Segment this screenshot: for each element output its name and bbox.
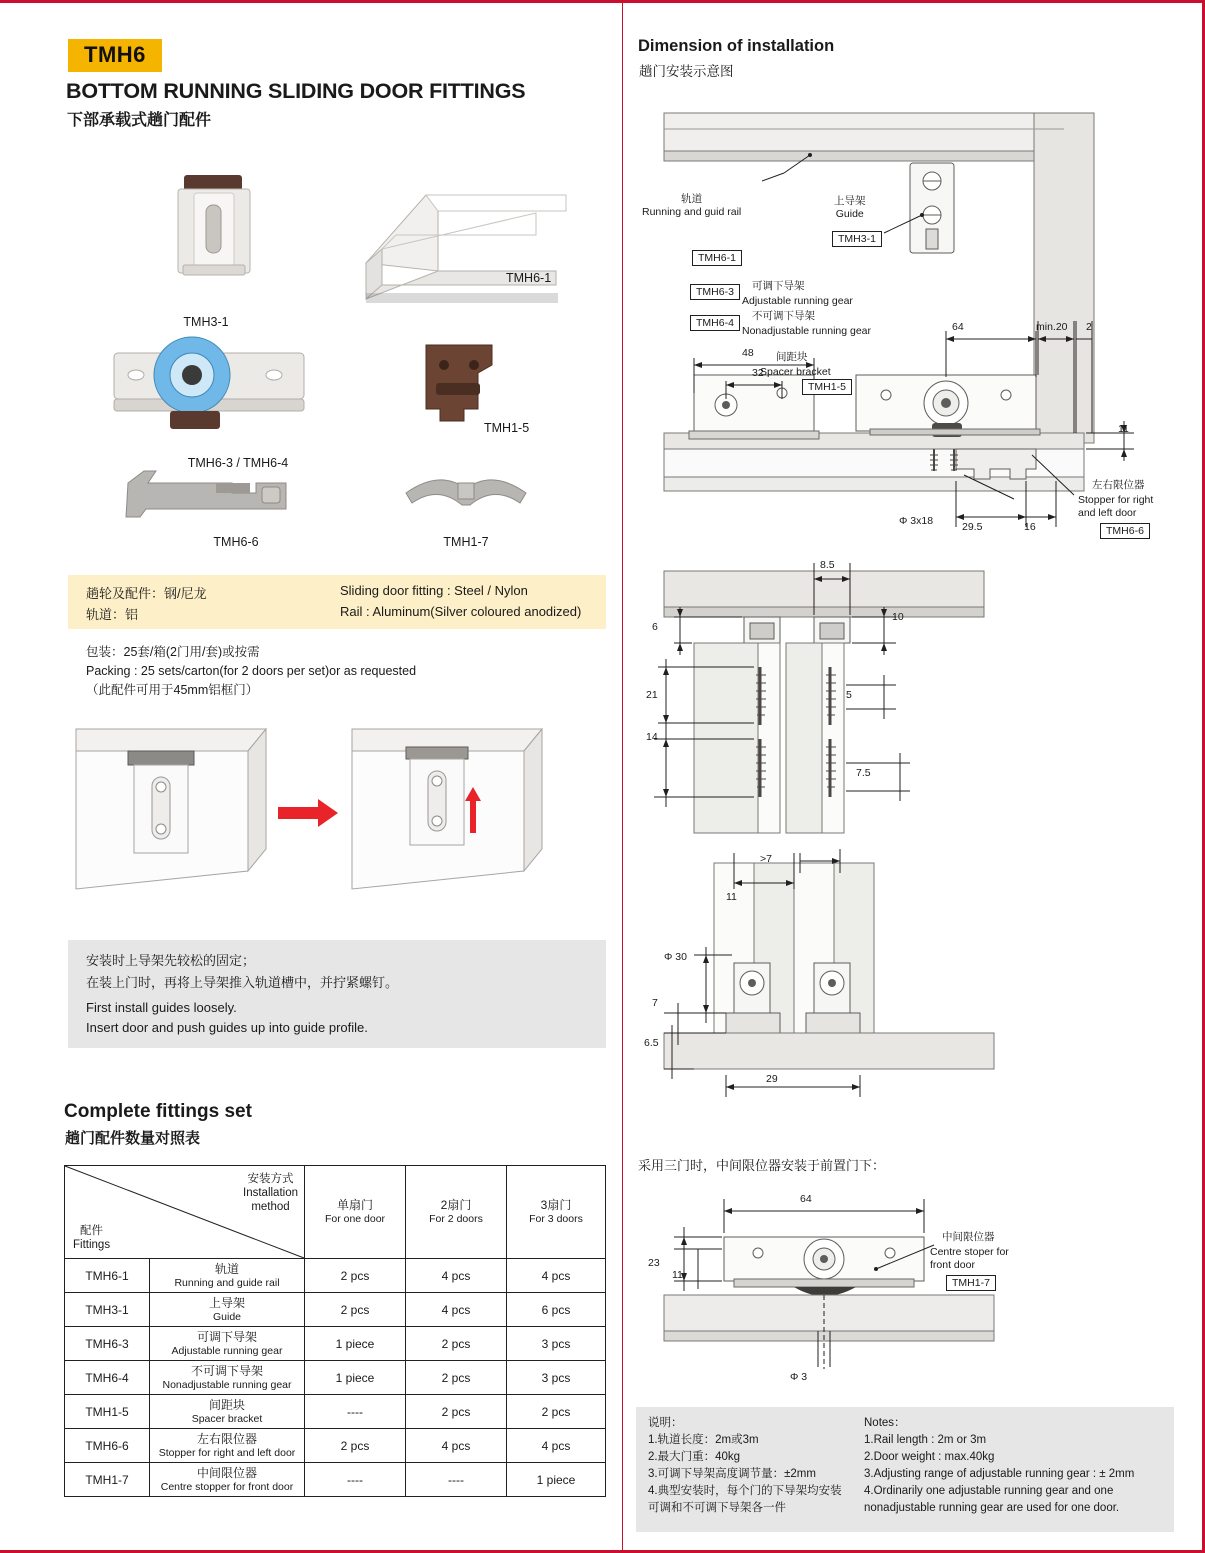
row-code: TMH1-7	[65, 1463, 150, 1497]
row-qty-three: 2 pcs	[507, 1395, 606, 1429]
row-code: TMH6-6	[65, 1429, 150, 1463]
header-fittings-en: Fittings	[73, 1239, 111, 1251]
row-name	[150, 1259, 305, 1293]
notes-cn-3: 3.可调下导架高度调节量：±2mm	[648, 1468, 816, 1480]
packing-line-cn: 包装：25套/箱(2门用/套)或按需	[86, 645, 260, 659]
notes-cn	[648, 1415, 842, 1517]
spec-en-line2: Rail : Aluminum(Silver coloured anodized)	[340, 604, 582, 619]
notes-en-title: Notes：	[864, 1417, 906, 1429]
fittings-table	[64, 1165, 606, 1497]
page-title: BOTTOM RUNNING SLIDING DOOR FITTINGS	[66, 79, 526, 103]
row-qty-two: 2 pcs	[406, 1327, 507, 1361]
dim-6-5: 6.5	[644, 1037, 659, 1049]
dim-8-5: 8.5	[820, 559, 835, 571]
row-name	[150, 1327, 305, 1361]
install-note-en1: First install guides loosely.	[86, 1000, 237, 1015]
column-divider	[622, 3, 623, 1550]
header-install-method	[243, 1172, 298, 1214]
label-spacer-cn: 间距块	[776, 351, 808, 363]
install-note-en2: Insert door and push guides up into guide profile.	[86, 1020, 368, 1035]
header-one-en: For one door	[324, 1213, 386, 1225]
dim-64-bottom: 64	[800, 1193, 812, 1205]
dim-phi3: Φ 3	[790, 1371, 808, 1383]
label-stopper-en1: Stopper for right	[1078, 494, 1154, 506]
header-install-en1: Installation	[243, 1187, 298, 1199]
three-door-note: 采用三门时，中间限位器安装于前置门下：	[638, 1158, 886, 1173]
row-code: TMH3-1	[65, 1293, 150, 1327]
installation-drawing-bottom	[634, 1183, 1200, 1403]
label-stopper-en2: and left door	[1078, 507, 1137, 519]
row-name-cn: 间距块	[208, 1397, 245, 1412]
dimension-title: Dimension of installation	[638, 37, 835, 55]
label-spacer-en: Spacer bracket	[760, 366, 831, 378]
row-qty-one: ----	[305, 1463, 406, 1497]
notes-cn-5: 可调和不可调下导架各一件	[648, 1502, 786, 1514]
table-corner-header	[65, 1166, 305, 1259]
table-row	[65, 1395, 606, 1429]
product-code-badge: TMH6	[68, 39, 162, 72]
label-centre-stopper-code: TMH1-7	[946, 1275, 996, 1291]
dim-2: 2	[1086, 321, 1092, 333]
notes-en-1: 1.Rail length : 2m or 3m	[864, 1434, 987, 1446]
row-name	[150, 1429, 305, 1463]
dim-7-5: 7.5	[856, 767, 871, 779]
page-title-cn: 下部承载式趟门配件	[67, 112, 212, 129]
header-two-cn: 2扇门	[440, 1198, 472, 1212]
table-row	[65, 1259, 606, 1293]
table-row	[65, 1463, 606, 1497]
row-name-cn: 上导架	[208, 1295, 245, 1310]
label-centre-stopper-en1: Centre stoper for	[930, 1246, 1009, 1258]
row-qty-three: 6 pcs	[507, 1293, 606, 1327]
fittings-section-title-cn: 趟门配件数量对照表	[65, 1130, 201, 1147]
row-name-en: Guide	[212, 1310, 242, 1323]
row-qty-two: 4 pcs	[406, 1259, 507, 1293]
notes-cn-title: 说明：	[648, 1417, 683, 1429]
row-name	[150, 1463, 305, 1497]
row-code: TMH6-4	[65, 1361, 150, 1395]
product-gallery	[66, 153, 606, 573]
row-name-en: Adjustable running gear	[171, 1344, 283, 1357]
label-stopper-code: TMH6-6	[1100, 523, 1150, 539]
product-caption-tmh6-3-4: TMH6-3 / TMH6-4	[187, 456, 289, 470]
row-qty-three: 3 pcs	[507, 1361, 606, 1395]
notes-box	[636, 1407, 1174, 1532]
packing-info	[86, 643, 416, 700]
header-fittings-cn: 配件	[80, 1225, 104, 1237]
row-code: TMH6-3	[65, 1327, 150, 1361]
row-name-cn: 可调下导架	[196, 1329, 257, 1344]
table-row	[65, 1327, 606, 1361]
install-note-cn2: 在装上门时，再将上导架推入轨道槽中，并拧紧螺钉。	[86, 975, 399, 990]
label-rail-cn: 轨道	[681, 193, 703, 205]
dim-29-5: 29.5	[962, 521, 983, 533]
row-qty-three: 3 pcs	[507, 1327, 606, 1361]
table-row	[65, 1429, 606, 1463]
label-nonadjustable-cn: 不可调下导架	[752, 310, 815, 322]
label-nonadjustable-en: Nonadjustable running gear	[742, 325, 872, 337]
notes-en	[864, 1415, 1134, 1517]
table-row	[65, 1293, 606, 1327]
spec-cn-line2: 轨道：铝	[86, 607, 139, 622]
row-qty-two: 4 pcs	[406, 1429, 507, 1463]
row-name-cn: 不可调下导架	[190, 1363, 263, 1378]
packing-line-en: Packing : 25 sets/carton(for 2 doors per set)or as requested	[86, 664, 417, 678]
header-fittings	[73, 1224, 110, 1252]
install-note-cn1: 安装时上导架先较松的固定；	[86, 953, 256, 968]
row-qty-two: 2 pcs	[406, 1395, 507, 1429]
dimension-title-cn: 趟门安装示意图	[639, 64, 734, 79]
label-adjustable-cn: 可调下导架	[752, 280, 805, 292]
spec-cn-line1: 趟轮及配件：钢/尼龙	[86, 586, 207, 601]
notes-cn-1: 1.轨道长度：2m或3m	[648, 1434, 759, 1446]
product-caption-tmh1-7: TMH1-7	[443, 535, 489, 549]
row-name	[150, 1395, 305, 1429]
notes-en-4: 4.Ordinarily one adjustable running gear and one	[864, 1485, 1114, 1497]
dim-6: 6	[652, 621, 658, 633]
row-code: TMH6-1	[65, 1259, 150, 1293]
row-name-en: Running and guide rail	[174, 1276, 280, 1289]
label-rail-en: Running and guid rail	[642, 206, 742, 218]
notes-en-2: 2.Door weight : max.40kg	[864, 1451, 995, 1463]
header-three-cn: 3扇门	[540, 1198, 572, 1212]
dim-11-bottom: 11	[672, 1269, 683, 1281]
product-illustrations	[66, 153, 606, 573]
row-qty-one: 2 pcs	[305, 1259, 406, 1293]
label-guide-code: TMH3-1	[832, 231, 882, 247]
row-qty-two: ----	[406, 1463, 507, 1497]
row-qty-three: 1 piece	[507, 1463, 606, 1497]
header-col-one-door	[305, 1166, 406, 1259]
dim-7: 7	[652, 997, 658, 1009]
product-caption-tmh3-1: TMH3-1	[183, 315, 229, 329]
label-guide-en: Guide	[835, 208, 864, 220]
row-name-en: Nonadjustable running gear	[162, 1378, 292, 1391]
dim-phi3x18: Φ 3x18	[899, 515, 934, 527]
label-guide	[834, 195, 866, 221]
row-qty-three: 4 pcs	[507, 1259, 606, 1293]
row-code: TMH1-5	[65, 1395, 150, 1429]
dim-48: 48	[742, 347, 754, 359]
label-adjustable-code: TMH6-3	[690, 284, 740, 300]
row-qty-two: 2 pcs	[406, 1361, 507, 1395]
dim-gt7: >7	[760, 853, 772, 865]
label-stopper-cn: 左右限位器	[1092, 479, 1145, 491]
row-qty-three: 4 pcs	[507, 1429, 606, 1463]
label-rail	[642, 193, 741, 219]
dim-phi30: Φ 30	[664, 951, 687, 963]
header-col-three-doors	[507, 1166, 606, 1259]
dim-29: 29	[766, 1073, 778, 1085]
row-name	[150, 1293, 305, 1327]
dim-14: 14	[646, 731, 658, 743]
notes-cn-4: 4.典型安装时，每个门的下导架均安装	[648, 1485, 842, 1497]
row-name-en: Centre stopper for front door	[160, 1480, 294, 1493]
packing-line-note: （此配件可用于45mm铝框门）	[86, 683, 259, 697]
label-spacer-code: TMH1-5	[802, 379, 852, 395]
row-name-en: Stopper for right and left door	[158, 1446, 296, 1459]
dim-64: 64	[952, 321, 964, 333]
row-qty-one: 2 pcs	[305, 1293, 406, 1327]
label-centre-stopper-cn: 中间限位器	[942, 1231, 995, 1243]
row-name	[150, 1361, 305, 1395]
label-guide-cn: 上导架	[834, 195, 866, 207]
table-row	[65, 1361, 606, 1395]
spec-en-line1: Sliding door fitting : Steel / Nylon	[340, 583, 528, 598]
row-name-cn: 左右限位器	[196, 1431, 257, 1446]
material-spec-box	[68, 575, 606, 629]
installation-illustration	[66, 721, 606, 916]
notes-en-5: nonadjustable running gear are used for one door.	[864, 1502, 1120, 1514]
right-column	[624, 3, 1202, 1550]
header-two-en: For 2 doors	[429, 1213, 483, 1225]
dim-16: 16	[1024, 521, 1036, 533]
label-nonadjustable-code: TMH6-4	[690, 315, 740, 331]
dim-11: 11	[1118, 423, 1129, 435]
left-column	[0, 3, 620, 1550]
row-qty-one: 2 pcs	[305, 1429, 406, 1463]
label-centre-stopper-en2: front door	[930, 1259, 975, 1271]
dim-21: 21	[646, 689, 658, 701]
row-qty-two: 4 pcs	[406, 1293, 507, 1327]
installation-note-box	[68, 940, 606, 1048]
header-col-two-doors	[406, 1166, 507, 1259]
dim-10: 10	[892, 611, 904, 623]
header-install-en2: method	[251, 1201, 290, 1213]
header-one-cn: 单扇门	[336, 1198, 373, 1212]
row-name-cn: 轨道	[214, 1261, 239, 1276]
install-steps-svg	[66, 721, 606, 916]
product-caption-tmh6-6: TMH6-6	[213, 535, 259, 549]
dim-min20: min.20	[1036, 321, 1068, 333]
notes-cn-2: 2.最大门重：40kg	[648, 1451, 741, 1463]
notes-en-3: 3.Adjusting range of adjustable running gear : ± 2mm	[864, 1468, 1135, 1480]
row-name-en: Spacer bracket	[191, 1412, 263, 1425]
label-adjustable-en: Adjustable running gear	[742, 295, 853, 307]
dim-23: 23	[648, 1257, 660, 1269]
product-caption-tmh6-1: TMH6-1	[506, 271, 552, 285]
header-install-cn: 安装方式	[247, 1173, 294, 1185]
dim-11-mid: 11	[726, 891, 737, 903]
row-qty-one: ----	[305, 1395, 406, 1429]
product-caption-tmh1-5: TMH1-5	[484, 421, 530, 435]
table-header-row	[65, 1166, 606, 1259]
row-name-cn: 中间限位器	[196, 1465, 257, 1480]
dim-5: 5	[846, 689, 852, 701]
row-qty-one: 1 piece	[305, 1361, 406, 1395]
dim-32: 32	[752, 367, 764, 379]
installation-drawing-middle	[634, 563, 1200, 1103]
header-three-en: For 3 doors	[529, 1213, 583, 1225]
fittings-section-title: Complete fittings set	[64, 1101, 252, 1122]
label-rail-code: TMH6-1	[692, 250, 742, 266]
row-qty-one: 1 piece	[305, 1327, 406, 1361]
